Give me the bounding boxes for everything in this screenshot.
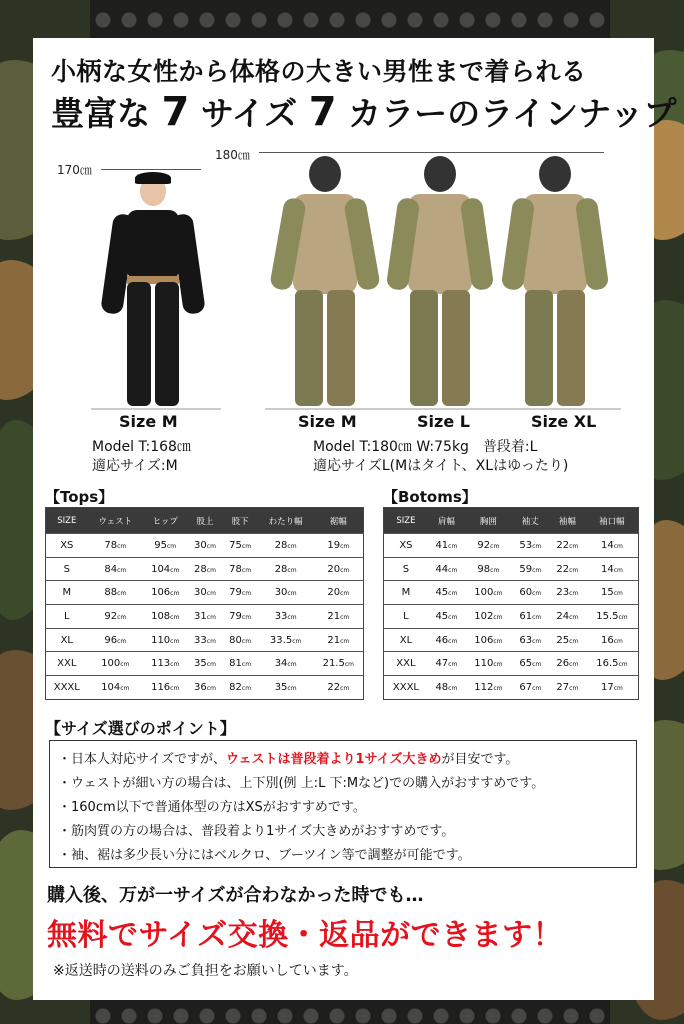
tops-cell: 20cm xyxy=(314,557,364,581)
tops-cell: 33cm xyxy=(187,628,222,652)
table-row xyxy=(384,581,639,605)
bottoms-cell: 92cm xyxy=(465,534,512,558)
tops-size-table xyxy=(45,507,364,700)
free-exchange-line: 無料でサイズ交換・返品ができます！ xyxy=(47,918,564,953)
bottoms-cell: 26cm xyxy=(549,652,586,676)
tops-cell: 81cm xyxy=(223,652,258,676)
tops-cell: 33.5cm xyxy=(258,628,314,652)
male-model-figure-l xyxy=(386,150,496,410)
tops-cell: 92cm xyxy=(88,605,143,629)
bottoms-cell: 112cm xyxy=(465,676,512,700)
table-row xyxy=(384,534,639,558)
male-model-figure-xl xyxy=(501,150,611,410)
bottoms-cell: 24cm xyxy=(549,605,586,629)
tops-cell: 30cm xyxy=(187,581,222,605)
tops-cell: 113cm xyxy=(143,652,187,676)
female-height-label: 170㎝ xyxy=(57,163,92,177)
headline-line2 xyxy=(51,88,676,135)
tops-cell: 28cm xyxy=(258,557,314,581)
tops-cell: 104cm xyxy=(88,676,143,700)
male-size-label-l: Size L xyxy=(417,412,470,431)
male-model-info xyxy=(313,438,568,476)
bottoms-cell: 45cm xyxy=(428,581,465,605)
tops-cell: 78cm xyxy=(88,534,143,558)
tops-cell: XXXL xyxy=(46,676,88,700)
bottoms-cell: XS xyxy=(384,534,428,558)
table-row xyxy=(46,676,364,700)
headline-num2: 7 xyxy=(308,89,337,135)
tops-cell: 75cm xyxy=(223,534,258,558)
table-row xyxy=(384,676,639,700)
bottoms-cell: 53cm xyxy=(512,534,549,558)
tops-cell: 20cm xyxy=(314,581,364,605)
headline-mid: サイズ xyxy=(200,94,298,133)
tops-cell: 35cm xyxy=(258,676,314,700)
tops-cell: 88cm xyxy=(88,581,143,605)
tops-header-cell: わたり幅 xyxy=(258,508,314,534)
bottoms-header-cell: 袖口幅 xyxy=(586,508,639,534)
tops-header-cell: 裾幅 xyxy=(314,508,364,534)
bottoms-cell: 15cm xyxy=(586,581,639,605)
female-fit-size: 適応サイズ:M xyxy=(92,458,178,474)
tops-cell: M xyxy=(46,581,88,605)
bottoms-title: 【Botoms】 xyxy=(383,488,477,506)
tops-cell: 28cm xyxy=(187,557,222,581)
bottoms-cell: 14cm xyxy=(586,534,639,558)
bottoms-cell: L xyxy=(384,605,428,629)
bottoms-cell: 47cm xyxy=(428,652,465,676)
bottoms-cell: 65cm xyxy=(512,652,549,676)
bottoms-cell: 46cm xyxy=(428,628,465,652)
bottoms-cell: 15.5cm xyxy=(586,605,639,629)
tops-cell: L xyxy=(46,605,88,629)
point-1 xyxy=(58,748,628,772)
bottoms-cell: 100cm xyxy=(465,581,512,605)
bottoms-cell: 61cm xyxy=(512,605,549,629)
tops-header-row xyxy=(46,508,364,534)
tops-cell: XXL xyxy=(46,652,88,676)
point-4: ・筋肉質の方の場合は、普段着より1サイズ大きめがおすすめです。 xyxy=(58,824,455,839)
tops-header-cell: 股下 xyxy=(223,508,258,534)
point-5: ・袖、裾は多少長い分にはベルクロ、ブーツイン等で調整が可能です。 xyxy=(58,848,471,863)
tops-cell: 21.5cm xyxy=(314,652,364,676)
bottoms-cell: 44cm xyxy=(428,557,465,581)
table-row xyxy=(384,557,639,581)
bottoms-cell: 22cm xyxy=(549,534,586,558)
bottoms-cell: 45cm xyxy=(428,605,465,629)
female-model-figure xyxy=(97,170,207,410)
table-row xyxy=(384,605,639,629)
bottoms-header-cell: 肩幅 xyxy=(428,508,465,534)
male-size-label-m: Size M xyxy=(298,412,357,431)
table-row xyxy=(46,581,364,605)
female-floor xyxy=(91,408,221,410)
headline-post: カラーのラインナップ xyxy=(348,94,677,133)
bottoms-header-cell: 袖丈 xyxy=(512,508,549,534)
female-size-label: Size M xyxy=(119,412,178,431)
tops-cell: 78cm xyxy=(223,557,258,581)
tops-cell: 100cm xyxy=(88,652,143,676)
bottoms-cell: XL xyxy=(384,628,428,652)
bottoms-cell: 41cm xyxy=(428,534,465,558)
table-row xyxy=(384,652,639,676)
point-1-pre: ・日本人対応サイズですが、 xyxy=(58,752,226,767)
bottoms-cell: 22cm xyxy=(549,557,586,581)
tops-cell: 104cm xyxy=(143,557,187,581)
tops-cell: 36cm xyxy=(187,676,222,700)
tops-cell: S xyxy=(46,557,88,581)
tops-cell: 30cm xyxy=(258,581,314,605)
points-title: 【サイズ選びのポイント】 xyxy=(45,719,236,738)
tops-cell: 116cm xyxy=(143,676,187,700)
bottoms-cell: S xyxy=(384,557,428,581)
metal-grille-top xyxy=(90,0,610,40)
tops-cell: XL xyxy=(46,628,88,652)
male-fit-size: 適応サイズL(Mはタイト、XLはゆったり) xyxy=(313,458,569,474)
after-purchase-line: 購入後、万が一サイズが合わなかった時でも… xyxy=(47,885,424,906)
table-row xyxy=(46,605,364,629)
tops-cell: 80cm xyxy=(223,628,258,652)
content-panel xyxy=(33,38,677,1000)
tops-cell: XS xyxy=(46,534,88,558)
tops-cell: 110cm xyxy=(143,628,187,652)
bottoms-cell: 16.5cm xyxy=(586,652,639,676)
point-1-post: が目安です。 xyxy=(441,752,519,767)
bottoms-cell: 60cm xyxy=(512,581,549,605)
tops-cell: 96cm xyxy=(88,628,143,652)
table-row xyxy=(46,652,364,676)
bottoms-size-table xyxy=(383,507,639,700)
bottoms-cell: 25cm xyxy=(549,628,586,652)
bottoms-cell: 27cm xyxy=(549,676,586,700)
tops-header-cell: SIZE xyxy=(46,508,88,534)
table-row xyxy=(46,557,364,581)
tops-cell: 30cm xyxy=(187,534,222,558)
shipping-note: ※返送時の送料のみご負担をお願いしています。 xyxy=(53,963,358,979)
tops-cell: 108cm xyxy=(143,605,187,629)
bottoms-header-row xyxy=(384,508,639,534)
tops-title: 【Tops】 xyxy=(45,488,114,506)
male-size-label-xl: Size XL xyxy=(531,412,597,431)
tops-cell: 19cm xyxy=(314,534,364,558)
male-model-height: Model T:180㎝ W:75kg 普段着:L xyxy=(313,439,538,455)
headline-line1: 小柄な女性から体格の大きい男性まで着られる xyxy=(51,57,587,86)
tops-cell: 84cm xyxy=(88,557,143,581)
bottoms-header-cell: 袖幅 xyxy=(549,508,586,534)
bottoms-cell: 110cm xyxy=(465,652,512,676)
headline-pre: 豊富な xyxy=(51,94,150,133)
tops-cell: 21cm xyxy=(314,605,364,629)
tops-cell: 33cm xyxy=(258,605,314,629)
male-floor xyxy=(265,408,621,410)
tops-cell: 79cm xyxy=(223,605,258,629)
bottoms-cell: 98cm xyxy=(465,557,512,581)
tops-cell: 22cm xyxy=(314,676,364,700)
bottoms-cell: 48cm xyxy=(428,676,465,700)
tops-cell: 82cm xyxy=(223,676,258,700)
tops-cell: 21cm xyxy=(314,628,364,652)
tops-header-cell: ヒップ xyxy=(143,508,187,534)
bottoms-header-cell: 胸囲 xyxy=(465,508,512,534)
bottoms-cell: 106cm xyxy=(465,628,512,652)
bottoms-cell: 102cm xyxy=(465,605,512,629)
bottoms-cell: 23cm xyxy=(549,581,586,605)
female-model-height: Model T:168㎝ xyxy=(92,439,191,455)
male-model-figure-m xyxy=(271,150,381,410)
bottoms-cell: M xyxy=(384,581,428,605)
bottoms-cell: 17cm xyxy=(586,676,639,700)
point-3: ・160cm以下で普通体型の方はXSがおすすめです。 xyxy=(58,800,366,815)
tops-cell: 79cm xyxy=(223,581,258,605)
tops-cell: 31cm xyxy=(187,605,222,629)
table-row xyxy=(384,628,639,652)
female-model-info xyxy=(92,438,191,476)
metal-grille-bottom xyxy=(90,996,610,1024)
tops-cell: 106cm xyxy=(143,581,187,605)
tops-header-cell: 股上 xyxy=(187,508,222,534)
bottoms-cell: 59cm xyxy=(512,557,549,581)
bottoms-cell: 63cm xyxy=(512,628,549,652)
point-1-highlight: ウェストは普段着より1サイズ大きめ xyxy=(225,752,442,767)
tops-cell: 35cm xyxy=(187,652,222,676)
bottoms-cell: 67cm xyxy=(512,676,549,700)
point-2: ・ウェストが細い方の場合は、上下別(例 上:L 下:Mなど)での購入がおすすめです。 xyxy=(58,776,545,791)
table-row xyxy=(46,534,364,558)
points-box xyxy=(49,740,637,868)
table-row xyxy=(46,628,364,652)
bottoms-cell: 16cm xyxy=(586,628,639,652)
bottoms-header-cell: SIZE xyxy=(384,508,428,534)
tops-cell: 95cm xyxy=(143,534,187,558)
bottoms-cell: XXL xyxy=(384,652,428,676)
headline-num1: 7 xyxy=(161,89,190,135)
tops-cell: 28cm xyxy=(258,534,314,558)
bottoms-cell: 14cm xyxy=(586,557,639,581)
male-height-label: 180㎝ xyxy=(215,148,250,162)
bottoms-cell: XXXL xyxy=(384,676,428,700)
tops-header-cell: ウェスト xyxy=(88,508,143,534)
tops-cell: 34cm xyxy=(258,652,314,676)
